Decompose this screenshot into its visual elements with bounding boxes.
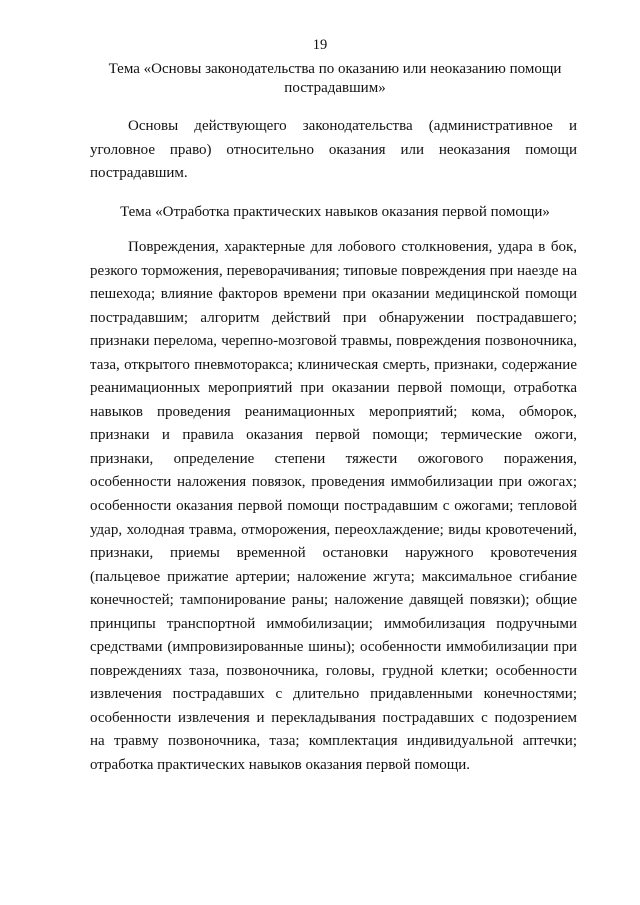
page-number: 19 bbox=[312, 37, 328, 53]
paragraph-first-aid-practice: Повреждения, характерные для лобового столкновения, удара в бок, резкого торможения, переворачивания; типовые повреждения при наезде на пешехода; влияние факторов времени при оказании медицинской помощи пострадавшим; алгоритм действий при обнаружении пострадавшего; признаки перелома, черепно-мозговой травмы, повреждения позвоночника, таза, открытого пневмоторакса; клиническая смерть, признаки, содержание реанимационных мероприятий при оказании первой помощи, отработка навыков проведения реанимационных мероприятий; кома, обморок, признаки и правила оказания первой помощи; термические ожоги, признаки, определение степени тяжести ожогового поражения, особенности наложения повязок, проведения иммобилизации при ожогах; особенности оказания первой помощи пострадавшим с ожогами; тепловой удар, холодная травма, отморожения, переохлаждение; виды кровотечений, признаки, приемы временной остановки наружного кровотечения (пальцевое прижатие артерии; наложение жгута; максимальное сгибание конечностей; тампонирование раны; наложение давящей повязки); общие принципы транспортной иммобилизации; иммобилизация подручными средствами (импровизированные шины); особенности иммобилизации при повреждениях таза, позвоночника, головы, грудной клетки; особенности извлечения пострадавших с длительно придавленными конечностями; особенности извлечения и перекладывания пострадавших с подозрением на травму позвоночника, таза; комплектация индивидуальной аптечки; отработка практических навыков оказания первой помощи. bbox=[90, 239, 577, 774]
section-heading-legislation: Тема «Основы законодательства по оказанию или неоказанию помощи пострадавшим» bbox=[108, 61, 562, 96]
paragraph-legislation: Основы действующего законодательства (административное и уголовное право) относительно оказания или неоказания помощи пострадавшим. bbox=[90, 118, 577, 181]
section-heading-first-aid-practice: Тема «Отработка практических навыков оказания первой помощи» bbox=[120, 204, 550, 220]
